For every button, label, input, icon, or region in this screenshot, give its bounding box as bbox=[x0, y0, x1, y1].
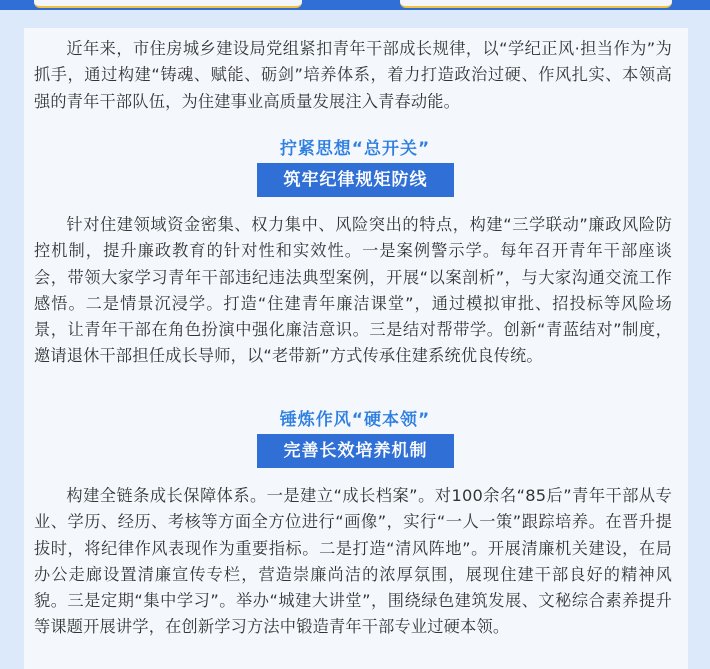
section-2-banner: 完善长效培养机制 bbox=[257, 434, 454, 468]
section-1-banner: 筑牢纪律规矩防线 bbox=[257, 163, 454, 197]
top-tab-decoration-left bbox=[34, 0, 302, 8]
intro-paragraph: 近年来，市住房城乡建设局党组紧扣青年干部成长规律，以“学纪正风·担当作为”为抓手，通过构建“铸魂、赋能、砺剑”培养体系，着力打造政治过硬、作风扎实、本领高强的青年干部队伍，为住建事业高质量发展注入青春动能。 bbox=[34, 39, 672, 111]
top-tab-decoration-right bbox=[400, 0, 672, 8]
section-1-paragraph: 针对住建领域资金密集、权力集中、风险突出的特点，构建“三学联动”廉政风险防控机制，提升廉政教育的针对性和实效性。一是案例警示学。每年召开青年干部座谈会，带领大家学习青年干部违纪违法典型案例，开展“以案剖析”，与大家沟通交流工作感悟。二是情景沉浸学。打造“住建青年廉洁课堂”，通过模拟审批、招投标等风险场景，让青年干部在角色扮演中强化廉洁意识。三是结对帮带学。创新“青蓝结对”制度，邀请退休干部担任成长导师，以“老带新”方式传承住建系统优良传统。 bbox=[34, 215, 672, 366]
section-2-heading: 锤炼作风“硬本领” bbox=[279, 410, 431, 430]
section-1-heading: 拧紧思想“总开关” bbox=[279, 139, 431, 159]
section-2-paragraph: 构建全链条成长保障体系。一是建立“成长档案”。对100余名“85后”青年干部从专业、学历、经历、考核等方面全方位进行“画像”，实行“一人一策”跟踪培养。在晋升提拔时，将纪律作风表现作为重要指标。二是打造“清风阵地”。开展清廉机关建设，在局办公走廊设置清廉宣传专栏，营造崇廉尚洁的浓厚氛围，展现住建干部良好的精神风貌。三是定期“集中学习”。举办“城建大讲堂”，围绕绿色建筑发展、文秘综合素养提升等课题开展讲学，在创新学习方法中锻造青年干部专业过硬本领。 bbox=[34, 486, 672, 637]
